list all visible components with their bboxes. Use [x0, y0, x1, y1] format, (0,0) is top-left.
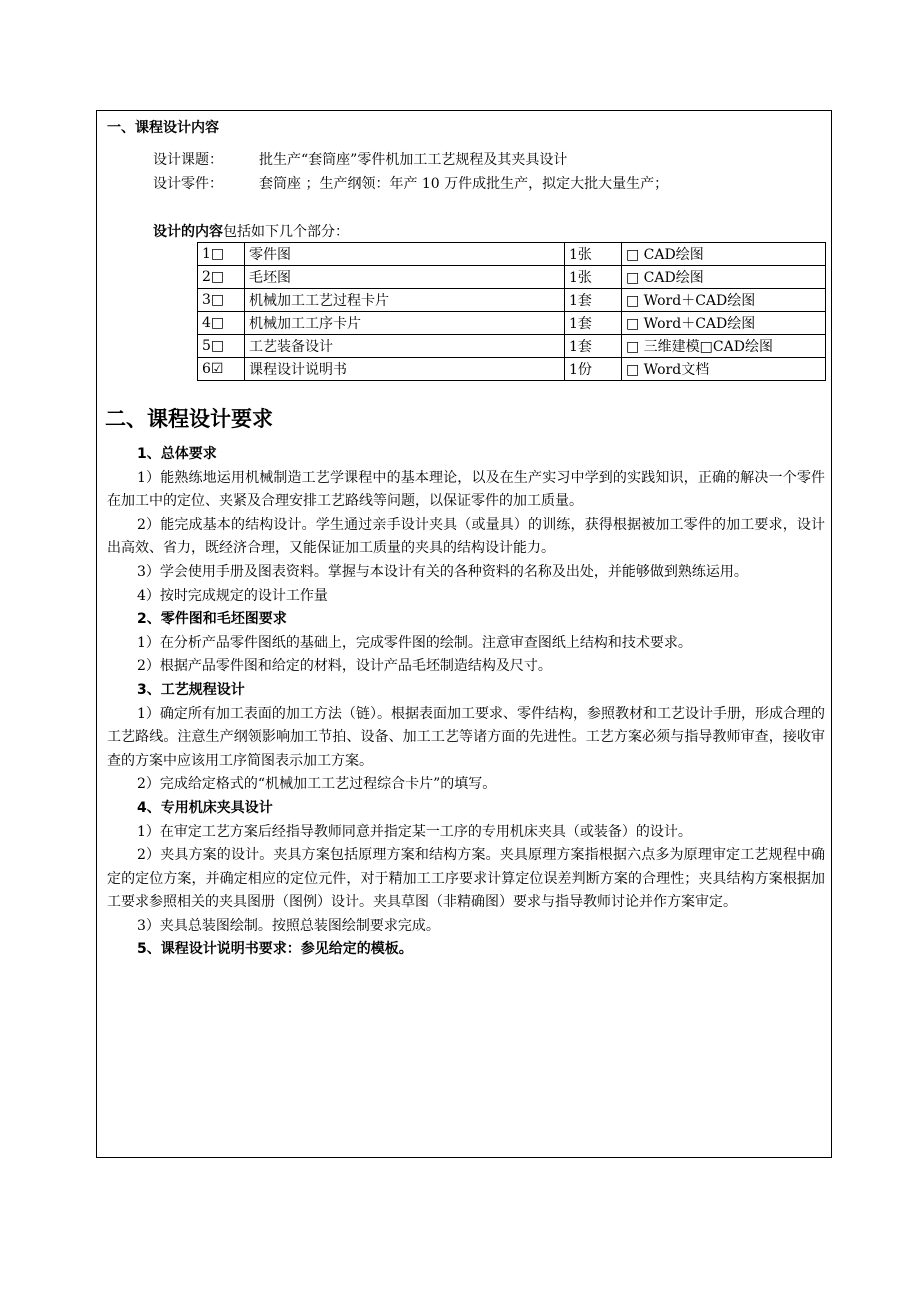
- part-tool: □ Word＋CAD绘图: [622, 289, 826, 312]
- subsection-title: 2、零件图和毛坯图要求: [137, 611, 287, 628]
- table-row: [198, 243, 826, 266]
- requirements-body: [107, 443, 825, 962]
- paragraph: 4）按时完成规定的设计工作量: [137, 587, 328, 604]
- table-row: [198, 358, 826, 381]
- paragraph: 1）在分析产品零件图纸的基础上，完成零件图的绘制。注意审查图纸上结构和技术要求。: [137, 634, 692, 651]
- part-tool: □ CAD绘图: [622, 266, 826, 289]
- part-tool: □ CAD绘图: [622, 243, 826, 266]
- table-row: [198, 266, 826, 289]
- paragraph: 2）根据产品零件图和给定的材料，设计产品毛坯制造结构及尺寸。: [137, 658, 552, 675]
- subsection-title: 1、总体要求: [137, 446, 217, 462]
- part-number: 3□: [198, 289, 245, 312]
- part-number: 4□: [198, 312, 245, 335]
- subsection-title: 5、课程设计说明书要求：参见给定的模板。: [137, 941, 413, 958]
- contents-intro: [153, 221, 349, 241]
- contents-intro-bold: 设计的内容: [153, 224, 223, 240]
- part-number: 2□: [198, 266, 245, 289]
- part-name: 机械加工工序卡片: [245, 312, 565, 335]
- part-tool: □ Word＋CAD绘图: [622, 312, 826, 335]
- part-value: 套筒座 ；生产纲领：年产 10 万件成批生产，拟定大批大量生产；: [259, 176, 669, 192]
- section1-heading: 一、课程设计内容: [107, 120, 219, 136]
- contents-intro-rest: 包括如下几个部分：: [223, 224, 349, 240]
- document-frame: [96, 110, 832, 1158]
- paragraph: 2）能完成基本的结构设计。学生通过亲手设计夹具（或量具）的训练，获得根据被加工零件的加工要求，设计出高效、省力，既经济合理，又能保证加工质量的夹具的结构设计能力。: [107, 516, 825, 557]
- subsection-title: 4、专用机床夹具设计: [137, 799, 273, 816]
- part-quantity: 1张: [565, 243, 622, 266]
- paragraph: 2）完成给定格式的“机械加工工艺过程综合卡片”的填写。: [137, 776, 497, 793]
- paragraph: 1）能熟练地运用机械制造工艺学课程中的基本理论，以及在生产实习中学到的实践知识，正确的解决一个零件在加工中的定位、夹紧及合理安排工艺路线等问题，以保证零件的加工质量。: [107, 469, 825, 510]
- part-label: 设计零件：: [153, 176, 223, 192]
- paragraph: 3）夹具总装图绘制。按照总装图绘制要求完成。: [137, 917, 440, 934]
- part-name: 机械加工工艺过程卡片: [245, 289, 565, 312]
- paragraph: 1）在审定工艺方案后经指导教师同意并指定某一工序的专用机床夹具（或装备）的设计。: [137, 823, 692, 840]
- section2-heading: 二、课程设计要求: [105, 407, 273, 431]
- part-name: 零件图: [245, 243, 565, 266]
- part-name: 工艺装备设计: [245, 335, 565, 358]
- part-tool: □ 三维建模□CAD绘图: [622, 335, 826, 358]
- part-name: 课程设计说明书: [245, 358, 565, 381]
- subsection-title: 3、工艺规程设计: [137, 681, 245, 698]
- paragraph: 3）学会使用手册及图表资料。掌握与本设计有关的各种资料的名称及出处，并能够做到熟练运用。: [137, 563, 748, 580]
- part-number: 1□: [198, 243, 245, 266]
- part-number: 6☑: [198, 358, 245, 381]
- topic-label: 设计课题：: [153, 152, 223, 168]
- deliverables-table: [197, 242, 826, 381]
- part-quantity: 1份: [565, 358, 622, 381]
- part-name: 毛坯图: [245, 266, 565, 289]
- part-tool: □ Word文档: [622, 358, 826, 381]
- paragraph: 1）确定所有加工表面的加工方法（链）。根据表面加工要求、零件结构，参照教材和工艺设计手册，形成合理的工艺路线。注意生产纲领影响加工节拍、设备、加工工艺等诸方面的先进性。工艺方案必须与指导教师审查，接收审查的方案中应该用工序简图表示加工方案。: [107, 705, 825, 769]
- part-quantity: 1套: [565, 289, 622, 312]
- part-number: 5□: [198, 335, 245, 358]
- part-quantity: 1套: [565, 312, 622, 335]
- topic-value: 批生产“套筒座”零件机加工工艺规程及其夹具设计: [259, 152, 568, 168]
- part-quantity: 1张: [565, 266, 622, 289]
- paragraph: 2）夹具方案的设计。夹具方案包括原理方案和结构方案。夹具原理方案指根据六点多为原理审定工艺规程中确定的定位方案，并确定相应的定位元件，对于精加工工序要求计算定位误差判断方案的合理性；夹具结构方案根据加工要求参照相关的夹具图册（图例）设计。夹具草图（非精确图）要求与指导教师讨论并作方案审定。: [107, 847, 825, 911]
- part-quantity: 1套: [565, 335, 622, 358]
- table-row: [198, 312, 826, 335]
- table-row: [198, 289, 826, 312]
- table-row: [198, 335, 826, 358]
